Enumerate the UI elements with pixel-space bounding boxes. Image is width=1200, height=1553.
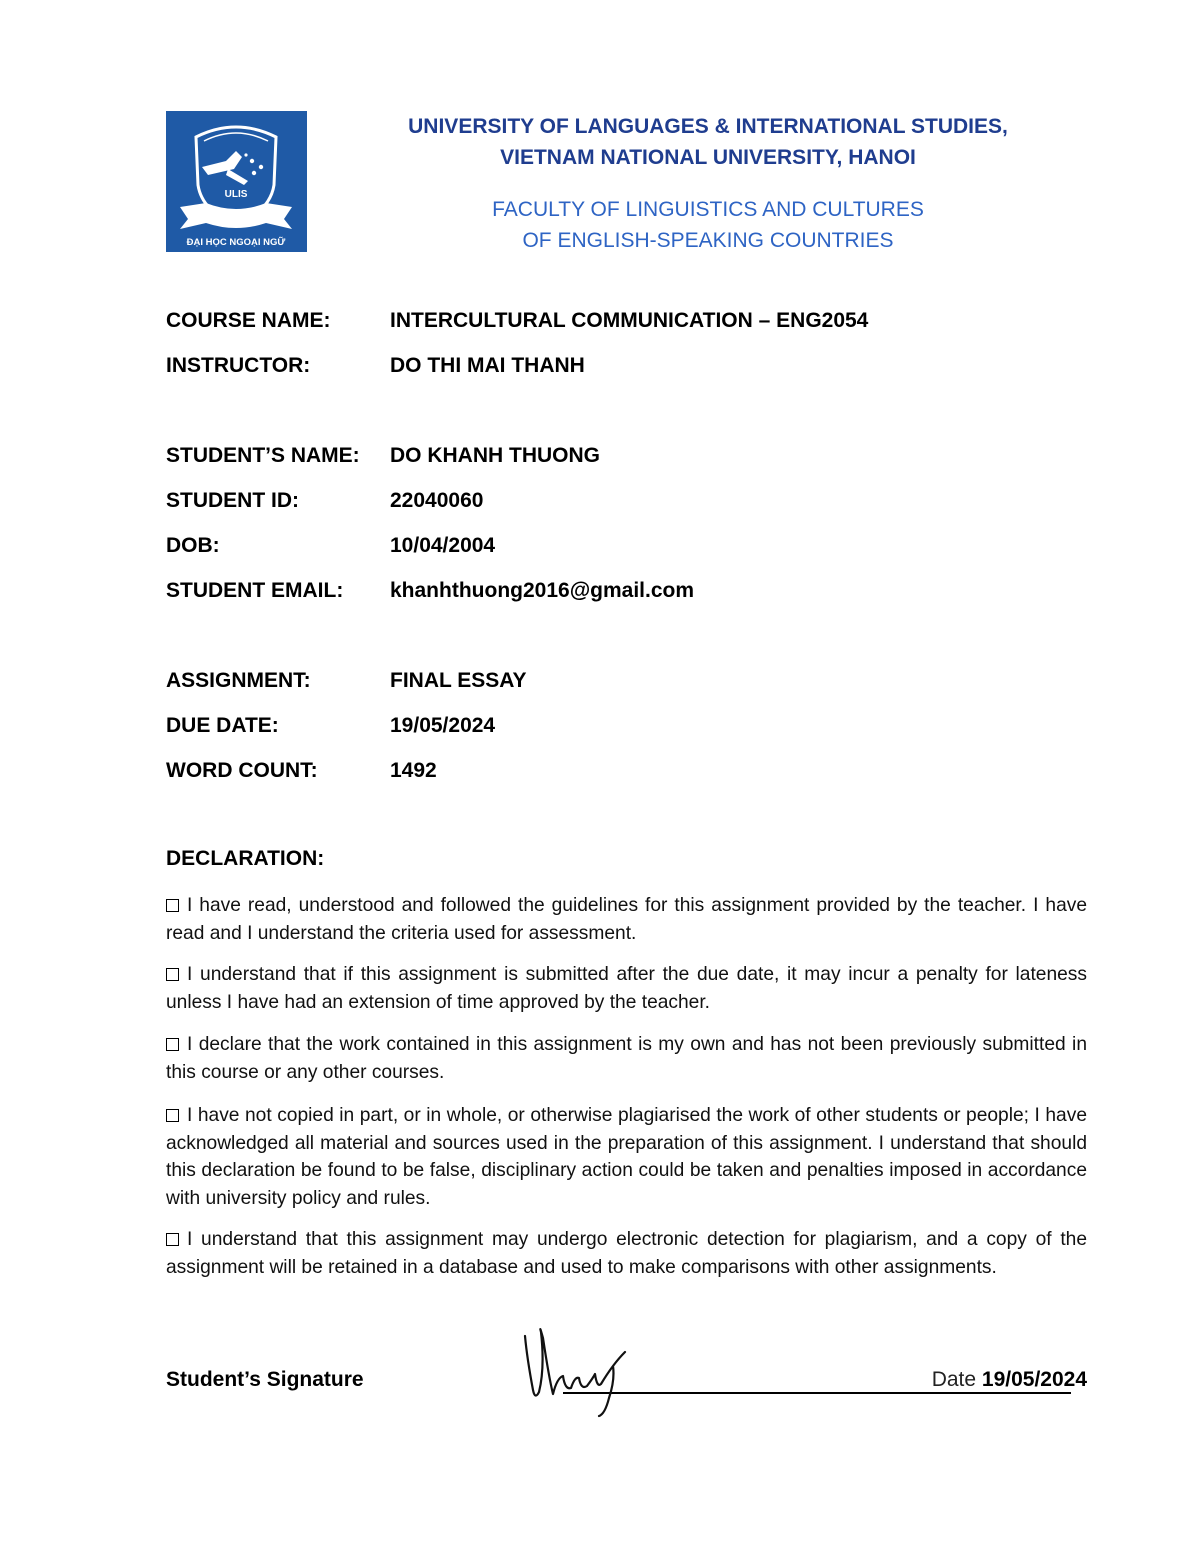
declaration-text: I understand that this assignment may undergo electronic detection for plagiarism, and a copy of the assignment will be retained in a database and used to make comparisons with other assignments.: [166, 1229, 1087, 1278]
student-email-label: STUDENT EMAIL:: [166, 579, 344, 602]
declaration-text: I have not copied in part, or in whole, or otherwise plagiarised the work of other students or people; I have acknowledged all material and sources used in the preparation of this assignment. I understand that should this declaration be found to be false, disciplinary action could be taken and penalties imposed in accordance with university policy and rules.: [166, 1105, 1087, 1209]
signature-date: [932, 1368, 1087, 1392]
university-logo: [166, 111, 307, 252]
university-name-line-1: UNIVERSITY OF LANGUAGES & INTERNATIONAL STUDIES,: [408, 115, 1008, 138]
faculty-name-line-1: FACULTY OF LINGUISTICS AND CULTURES: [492, 198, 924, 221]
student-id-label: STUDENT ID:: [166, 489, 299, 512]
logo-ribbon-text: ĐẠI HỌC NGOẠI NGỮ: [186, 237, 286, 248]
checkbox-icon[interactable]: [166, 968, 179, 981]
declaration-item: [166, 1031, 1087, 1086]
checkbox-icon[interactable]: [166, 1038, 179, 1051]
assignment-value: FINAL ESSAY: [390, 669, 527, 692]
instructor-value: DO THI MAI THANH: [390, 354, 585, 377]
declaration-item: [166, 1102, 1087, 1212]
dob-label: DOB:: [166, 534, 220, 557]
declaration-text: I have read, understood and followed the guidelines for this assignment provided by the teacher. I have read and I understand the criteria used for assessment.: [166, 895, 1087, 944]
date-value: 19/05/2024: [981, 1368, 1087, 1391]
handwritten-signature: [515, 1318, 635, 1418]
declaration-item: [166, 892, 1087, 947]
checkbox-icon[interactable]: [166, 1233, 179, 1246]
ulis-emblem: [166, 111, 307, 252]
checkbox-icon[interactable]: [166, 1109, 179, 1122]
due-date-value: 19/05/2024: [390, 714, 496, 737]
due-date-label: DUE DATE:: [166, 714, 279, 737]
course-name-label: COURSE NAME:: [166, 309, 331, 332]
university-name-line-2: VIETNAM NATIONAL UNIVERSITY, HANOI: [500, 146, 916, 169]
declaration-title: DECLARATION:: [166, 847, 325, 870]
declaration-text: I declare that the work contained in this assignment is my own and has not been previously submitted in this course or any other courses.: [166, 1034, 1087, 1083]
instructor-label: INSTRUCTOR:: [166, 354, 311, 377]
student-name-label: STUDENT’S NAME:: [166, 444, 360, 467]
signature-line: [563, 1392, 1071, 1394]
checkbox-icon[interactable]: [166, 899, 179, 912]
word-count-label: WORD COUNT:: [166, 759, 318, 782]
assignment-label: ASSIGNMENT:: [166, 669, 311, 692]
student-name-value: DO KHANH THUONG: [390, 444, 600, 467]
word-count-value: 1492: [390, 759, 437, 782]
course-name-value: INTERCULTURAL COMMUNICATION – ENG2054: [390, 309, 869, 332]
declaration-text: I understand that if this assignment is submitted after the due date, it may incur a penalty for lateness unless I have had an extension of time approved by the teacher.: [166, 964, 1087, 1013]
faculty-name-line-2: OF ENGLISH-SPEAKING COUNTRIES: [522, 229, 894, 252]
signature-label: Student’s Signature: [166, 1368, 364, 1391]
date-label: Date: [931, 1368, 977, 1391]
dob-value: 10/04/2004: [390, 534, 496, 557]
declaration-item: [166, 1226, 1087, 1281]
student-id-value: 22040060: [390, 489, 484, 512]
declaration-item: [166, 961, 1087, 1016]
student-email-value: khanhthuong2016@gmail.com: [390, 579, 695, 602]
logo-text-ulis: ULIS: [224, 189, 248, 200]
